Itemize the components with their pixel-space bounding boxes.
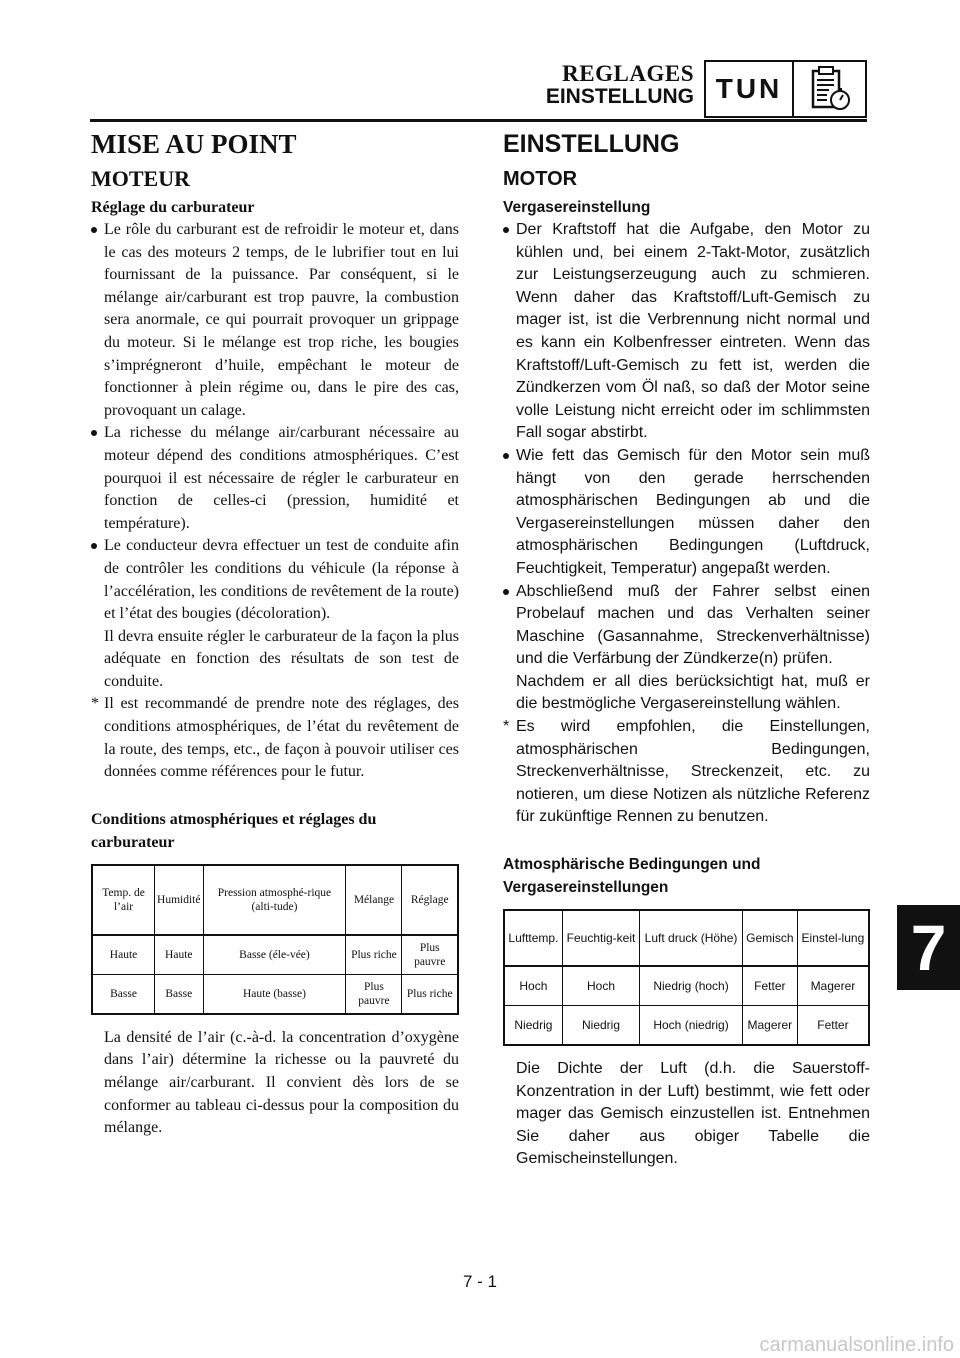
- table-cell: Fetter: [742, 966, 797, 1006]
- fr-settings-table: [91, 864, 459, 1015]
- de-bullet-3-text: Abschließend muß der Fahrer selbst einen Probelauf machen und das Verhalten seiner Maschine (Gasannahme, Streckenverhältnisse) und die Verfärbung der Zündkerze(n) prüfen.: [516, 582, 870, 668]
- header-title-de: EINSTELLUNG: [545, 85, 694, 108]
- de-note-text: Es wird empfohlen, die Einstellungen, atmosphärischen Bedingungen, Streckenverhältnisse, Streckenzeit, etc. zu notieren, um diese Notizen als nützliche Referenz für zukünftige Rennen zu benutzen.: [516, 718, 870, 826]
- de-bullet-2: [503, 445, 870, 581]
- fr-note-text: Il est recommandé de prendre note des réglages, des conditions atmosphériques, de l’état du revêtement de la route, des temps, etc., de façon à pouvoir utiliser ces données comme références pour le futur.: [104, 695, 459, 781]
- de-settings-table: [503, 909, 870, 1046]
- table-header-cell: Temp. de l’air: [92, 865, 155, 935]
- de-bullet-3: [503, 581, 870, 671]
- table-cell: Plus riche: [402, 974, 458, 1014]
- de-bullet-3-continued: Nachdem er all dies berücksichtigt hat, muß er die bestmögliche Vergasereinstellung wählen.: [516, 672, 870, 713]
- table-cell: Niedrig (hoch): [640, 966, 743, 1006]
- table-cell: Niedrig: [504, 1006, 562, 1046]
- fr-subtitle: MOTEUR: [91, 166, 190, 191]
- de-bullet-1: [503, 219, 870, 445]
- fr-after-table-text: La densité de l’air (c.-à-d. la concentration d’oxygène dans l’air) détermine la richesse ou la pauvreté du mélange air/carburant. Il convient dès lors de se conformer au tableau ci-dessus pour la composition du mélange.: [104, 1028, 459, 1137]
- de-bullet-2-text: Wie fett das Gemisch für den Motor sein muß hängt von den gerade herrschenden atmosphärischen Bedingungen ab und die Vergasereinstellungen müssen daher den atmosphärischen Bedingungen (Luftdruck, Feuchtigkeit, Temperatur) angepaßt werden.: [516, 446, 870, 577]
- table-header-cell: Einstel-lung: [797, 910, 869, 966]
- table-header-cell: Humidité: [155, 865, 203, 935]
- de-subtitle: MOTOR: [503, 168, 578, 190]
- table-row: [92, 935, 458, 975]
- table-header-cell: Lufttemp.: [504, 910, 562, 966]
- clipboard-stopwatch-icon: [794, 62, 865, 116]
- table-header-row: [504, 910, 869, 966]
- fr-bullet-2: [91, 422, 459, 535]
- fr-conditions-heading: Conditions atmosphériques et réglages du carburateur: [91, 810, 377, 851]
- table-cell: Hoch: [504, 966, 562, 1006]
- table-cell: Basse: [92, 974, 155, 1014]
- header-rule: [90, 119, 867, 122]
- table-cell: Plus pauvre: [402, 935, 458, 975]
- table-cell: Magerer: [742, 1006, 797, 1046]
- german-column: [503, 128, 870, 1171]
- table-row: [504, 966, 869, 1006]
- header-titles: [546, 62, 694, 108]
- table-cell: Basse: [155, 974, 203, 1014]
- fr-carb-heading: Réglage du carburateur: [91, 199, 255, 216]
- fr-bullet-3-text: Le conducteur devra effectuer un test de conduite afin de contrôler les conditions du véhicule (la réponse à l’accélération, les conditions de revêtement de la route) et l’état des bougies (décoloration).: [104, 537, 459, 623]
- table-cell: Fetter: [797, 1006, 869, 1046]
- table-cell: Plus pauvre: [346, 974, 402, 1014]
- table-header-cell: Gemisch: [742, 910, 797, 966]
- table-cell: Plus riche: [346, 935, 402, 975]
- table-cell: Hoch: [562, 966, 639, 1006]
- table-cell: Haute (basse): [203, 974, 346, 1014]
- table-header-cell: Feuchtig-keit: [562, 910, 639, 966]
- page-number: 7 - 1: [462, 1272, 498, 1291]
- table-header-cell: Pression atmosphé-rique (alti-tude): [203, 865, 346, 935]
- bullet-icon: [503, 227, 509, 233]
- section-code: TUN: [706, 62, 794, 116]
- bullet-icon: [91, 543, 97, 549]
- fr-title: MISE AU POINT: [91, 129, 297, 159]
- table-cell: Niedrig: [562, 1006, 639, 1046]
- table-cell: Hoch (niedrig): [640, 1006, 743, 1046]
- section-badge: [704, 60, 867, 118]
- de-bullet-1-text: Der Kraftstoff hat die Aufgabe, den Motor zu kühlen und, bei einem 2-Takt-Motor, zusätzlich zur Leistungserzeugung auch zu schmieren. Wenn daher das Kraftstoff/Luft-Gemisch zu mager ist, ist die Verbrennung nicht normal und es kann ein Kolbenfresser eintreten. Wenn das Kraftstoff/Luft-Gemisch zu fett ist, werden die Zündkerzen vom Öl naß, so daß der Motor seine volle Leistung nicht erreicht oder im schlimmsten Fall sogar abstirbt.: [516, 221, 870, 442]
- de-note-mark: *: [503, 718, 510, 736]
- de-title: EINSTELLUNG: [503, 130, 680, 158]
- table-cell: Magerer: [797, 966, 869, 1006]
- fr-bullet-1: [91, 219, 459, 422]
- table-cell: Basse (éle-vée): [203, 935, 346, 975]
- bullet-icon: [503, 453, 509, 459]
- table-row: [504, 1006, 869, 1046]
- de-after-table-text: Die Dichte der Luft (d.h. die Sauerstoff-Konzentration in der Luft) bestimmt, wie fett oder mager das Gemisch einzustellen ist. Entnehmen Sie daher aus obiger Tabelle die Gemischeinstellungen.: [516, 1060, 870, 1168]
- table-header-cell: Réglage: [402, 865, 458, 935]
- de-conditions-heading: Atmosphärische Bedingungen und Vergasereinstellungen: [503, 856, 761, 897]
- chapter-tab: 7: [897, 905, 960, 990]
- bullet-icon: [91, 227, 97, 233]
- fr-bullet-3-continued: Il devra ensuite régler le carburateur de la façon la plus adéquate en fonction des résultats de son test de conduite.: [104, 627, 459, 690]
- fr-note: [91, 693, 459, 783]
- table-cell: Haute: [155, 935, 203, 975]
- fr-bullet-2-text: La richesse du mélange air/carburant nécessaire au moteur dépend des conditions atmosphériques. C’est pourquoi il est nécessaire de régler le carburateur en fonction de celles-ci (pression, humidité et température).: [104, 424, 459, 532]
- fr-bullet-1-text: Le rôle du carburant est de refroidir le moteur et, dans le cas des moteurs 2 temps, de le lubrifier tout en lui fournissant de la puissance. Par conséquent, si le mélange air/carburant est trop pauvre, la combustion sera anormale, ce qui pourrait provoquer un grippage du moteur. Si le mélange est trop riche, les bougies s’imprégneront d’huile, empêchant le moteur de fonctionner à plein régime ou, dans le pire des cas, provoquant un calage.: [104, 221, 459, 419]
- table-row: [92, 974, 458, 1014]
- table-header-cell: Luft druck (Höhe): [640, 910, 743, 966]
- header-title-fr: REGLAGES: [562, 61, 694, 86]
- bullet-icon: [91, 430, 97, 436]
- de-note: [503, 716, 870, 829]
- table-cell: Haute: [92, 935, 155, 975]
- watermark: carmanualsonline.info: [759, 1334, 954, 1356]
- table-header-cell: Mélange: [346, 865, 402, 935]
- bullet-icon: [503, 589, 509, 595]
- french-column: [91, 128, 459, 1140]
- fr-bullet-3: [91, 535, 459, 625]
- de-carb-heading: Vergasereinstellung: [503, 199, 651, 216]
- table-header-row: [92, 865, 458, 935]
- fr-note-mark: *: [91, 695, 99, 713]
